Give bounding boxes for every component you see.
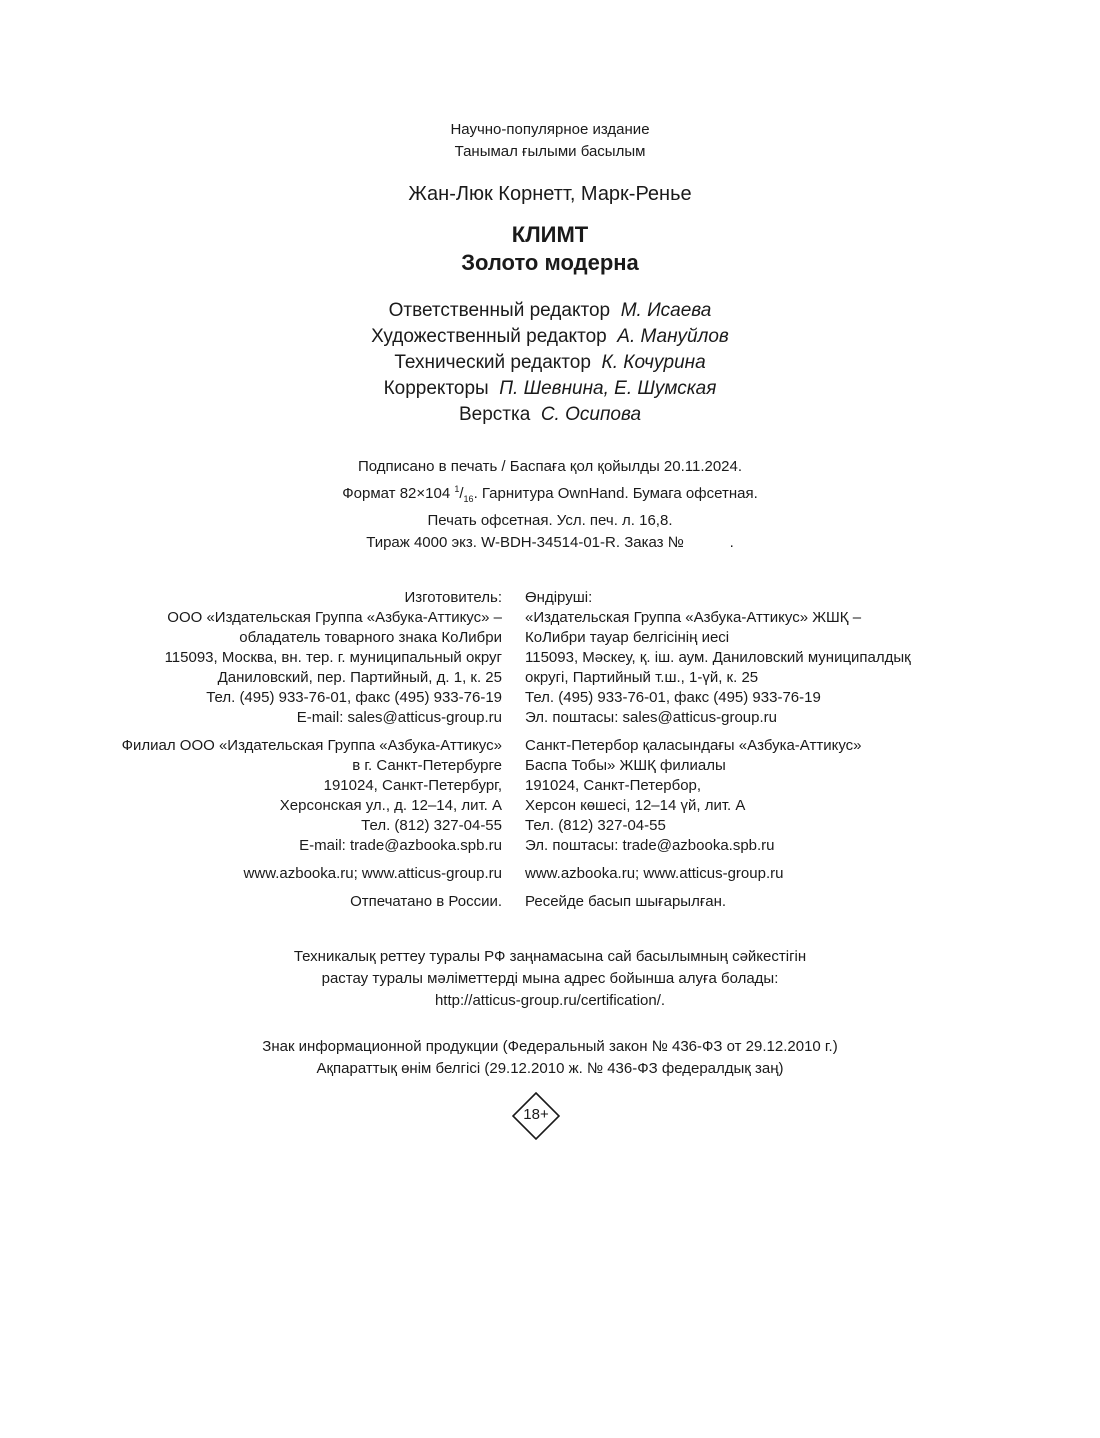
- authors: Жан-Люк Корнетт, Марк-Ренье: [408, 183, 692, 205]
- manufacturer-ru-line: E-mail: sales@atticus-group.ru: [296, 709, 502, 726]
- manufacturer-ru-line: Тел. (495) 933-76-01, факс (495) 933-76-19: [206, 689, 502, 706]
- web-kz: www.azbooka.ru; www.atticus-group.ru: [525, 865, 784, 882]
- staff-role: Верстка: [458, 404, 531, 425]
- manufacturer-ru-line: Изготовитель:: [404, 589, 502, 606]
- branch-kz-line: Санкт-Петербор қаласындағы «Азбука-Аттикус»: [525, 737, 862, 754]
- staff-role: Ответственный редактор: [388, 300, 611, 321]
- branch-kz-line: Тел. (812) 327-04-55: [525, 817, 666, 834]
- book-title: [0, 221, 1100, 277]
- certification-url: http://atticus-group.ru/certification/.: [434, 992, 666, 1009]
- staff-line: [0, 324, 1100, 350]
- book-title-main: КЛИМТ: [511, 222, 589, 247]
- branch-ru-line: Тел. (812) 327-04-55: [361, 817, 502, 834]
- print-method: Печать офсетная. Усл. печ. л. 16,8.: [427, 512, 673, 529]
- certification-line: Техникалық реттеу туралы РФ заңнамасына сай басылымның сәйкестігін: [293, 948, 807, 965]
- staff-line: [0, 298, 1100, 324]
- web-block: [0, 864, 1100, 884]
- branch-ru-line: в г. Санкт-Петербурге: [352, 757, 502, 774]
- staff-line: [0, 402, 1100, 428]
- manufacturer-kz-line: КоЛибри тауар белгісінің иесі: [525, 629, 730, 646]
- staff-role: Корректоры: [383, 378, 489, 399]
- branch-kz-line: Херсон көшесі, 12–14 үй, лит. А: [525, 797, 746, 814]
- staff-name: М. Исаева: [620, 300, 712, 321]
- info-sign-kz: Ақпараттық өнім белгісі (29.12.2010 ж. № 436-ФЗ федералдық заң): [316, 1060, 784, 1077]
- manufacturer-ru-line: ООО «Издательская Группа «Азбука-Аттикус» –: [167, 609, 502, 626]
- manufacturer-kz-line: Эл. поштасы: sales@atticus-group.ru: [525, 709, 777, 726]
- branch-kz-line: Эл. поштасы: trade@azbooka.spb.ru: [525, 837, 775, 854]
- manufacturer-kz-line: Тел. (495) 933-76-01, факс (495) 933-76-19: [525, 689, 821, 706]
- format-denominator: 16: [463, 494, 474, 504]
- manufacturer-kz-line: Өндіруші:: [525, 589, 593, 606]
- staff-role: Технический редактор: [394, 352, 591, 373]
- print-run: Тираж 4000 экз. W-BDH-34514-01-R. Заказ № .: [366, 534, 734, 551]
- print-format: Формат 82×104 $^1/_{16}$. Гарнитура OwnHand. Бумага офсетная.: [342, 484, 758, 504]
- branch-block: [0, 736, 1100, 856]
- edition-type: [0, 119, 1100, 163]
- format-suffix: . Гарнитура OwnHand. Бумага офсетная.: [473, 485, 758, 502]
- info-product-sign: [0, 1036, 1100, 1080]
- manufacturer-ru: [0, 588, 525, 728]
- edition-type-ru: Научно-популярное издание: [450, 121, 650, 138]
- age-rating-label: 18+: [523, 1106, 549, 1123]
- staff-name: С. Осипова: [540, 404, 642, 425]
- manufacturer-ru-line: Даниловский, пер. Партийный, д. 1, к. 25: [217, 669, 502, 686]
- branch-ru-line: E-mail: trade@azbooka.spb.ru: [299, 837, 502, 854]
- staff-name: А. Мануйлов: [617, 326, 729, 347]
- book-subtitle: Золото модерна: [461, 250, 639, 275]
- format-numerator: 1: [454, 484, 460, 494]
- staff-line: [0, 350, 1100, 376]
- editorial-staff: [0, 298, 1100, 428]
- branch-kz-line: 191024, Санкт-Петербор,: [525, 777, 702, 794]
- manufacturer-ru-line: обладатель товарного знака КоЛибри: [239, 629, 502, 646]
- manufacturer-kz: [525, 588, 1100, 728]
- branch-ru-line: 191024, Санкт-Петербург,: [323, 777, 502, 794]
- manufacturer-ru-line: 115093, Москва, вн. тер. г. муниципальный округ: [164, 649, 502, 666]
- branch-ru: [0, 736, 525, 856]
- print-signed: Подписано в печать / Баспаға қол қойылды 20.11.2024.: [357, 458, 743, 475]
- manufacturer-block: [0, 588, 1100, 728]
- edition-type-kz: Танымал ғылыми басылым: [454, 143, 646, 160]
- printed-block: [0, 892, 1100, 912]
- printed-kz: Ресейде басып шығарылған.: [525, 893, 727, 910]
- manufacturer-kz-line: округі, Партийный т.ш., 1-үй, к. 25: [525, 669, 759, 686]
- staff-name: К. Кочурина: [601, 352, 706, 373]
- staff-line: [0, 376, 1100, 402]
- branch-kz: [525, 736, 1100, 856]
- publisher-info: [0, 588, 1100, 912]
- printed-ru: Отпечатано в России.: [350, 893, 502, 910]
- web-ru: www.azbooka.ru; www.atticus-group.ru: [243, 865, 502, 882]
- certification-line: растау туралы мәліметтерді мына адрес бойынша алуға болады:: [321, 970, 779, 987]
- manufacturer-kz-line: 115093, Мәскеу, қ. іш. аум. Даниловский муниципалдық: [525, 649, 911, 666]
- branch-ru-line: Херсонская ул., д. 12–14, лит. А: [279, 797, 502, 814]
- branch-ru-line: Филиал ООО «Издательская Группа «Азбука-Аттикус»: [121, 737, 502, 754]
- branch-kz-line: Баспа Тобы» ЖШҚ филиалы: [525, 757, 726, 774]
- staff-role: Художественный редактор: [371, 326, 607, 347]
- print-info: [0, 456, 1100, 554]
- format-prefix: Формат 82×104: [342, 485, 451, 502]
- manufacturer-kz-line: «Издательская Группа «Азбука-Аттикус» ЖШҚ –: [525, 609, 862, 626]
- age-rating-badge: [512, 1092, 560, 1140]
- info-sign-ru: Знак информационной продукции (Федеральный закон № 436-ФЗ от 29.12.2010 г.): [262, 1038, 838, 1055]
- certification-note: [0, 946, 1100, 1012]
- staff-name: П. Шевнина, Е. Шумская: [499, 378, 717, 399]
